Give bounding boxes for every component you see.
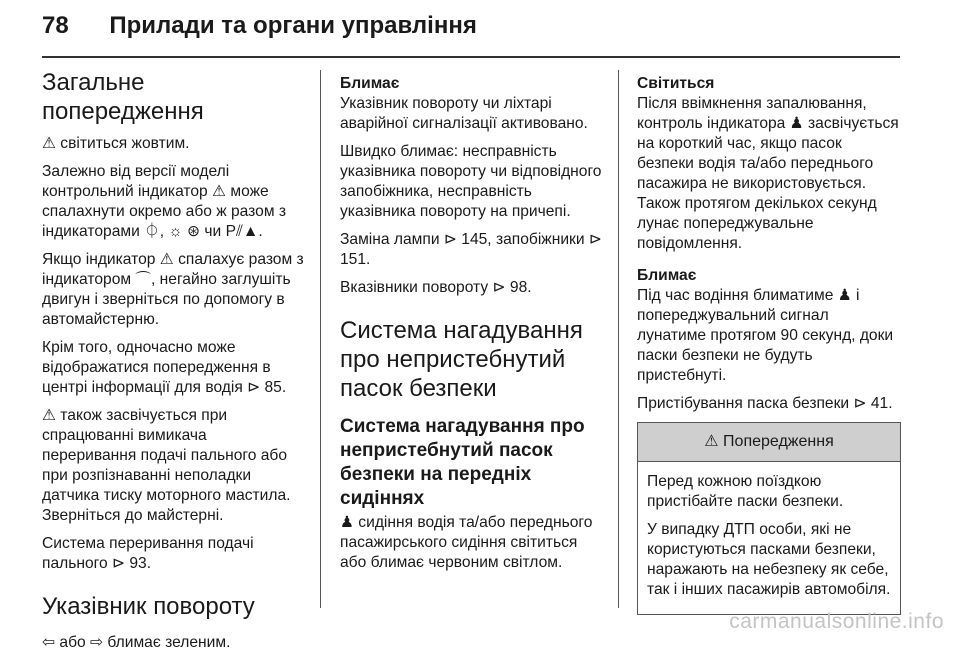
page-header: [42, 12, 477, 40]
column-divider-1: [320, 70, 321, 608]
paragraph: Крім того, одночасно може відображатися попередження в центрі інформації для водія ⊳ 85.: [42, 339, 287, 396]
section-heading-seatbelt-reminder: Система нагадування про непристебнутий пасок безпеки: [340, 317, 583, 402]
warning-box: [637, 422, 901, 615]
paragraph: ⚠ також засвічується при спрацюванні вимикача переривання подачі пального або при розпізнаванні неполадки датчика тиску моторного мастила. Зверніться до майстерні.: [42, 407, 291, 524]
paragraph: Вказівники повороту ⊳ 98.: [340, 279, 532, 296]
paragraph: Система переривання подачі пального ⊳ 93.: [42, 535, 254, 572]
column-divider-2: [618, 70, 619, 608]
paragraph: Указівник повороту чи ліхтарі аварійної сигналізації активовано.: [340, 95, 588, 132]
warning-box-title: ⚠ Попередження: [638, 423, 900, 462]
subheading-front-seats: Система нагадування про непристебнутий пасок безпеки на передніх сидіннях: [340, 416, 585, 509]
paragraph: Залежно від версії моделі контрольний індикатор ⚠ може спалахнути окремо або ж разом з індикаторами ⏀, ☼ ⊛ чи P⫽▲.: [42, 163, 287, 240]
section-heading-turn-signal: Указівник повороту: [42, 593, 255, 620]
paragraph: Якщо індикатор ⚠ спалахує разом з індикатором ⌒, негайно заглушіть двигун і зверніться по допомогу в автомайстерню.: [42, 251, 304, 328]
paragraph: Швидко блимає: несправність указівника повороту чи відповідного запобіжника, несправність указівника повороту на причепі.: [340, 143, 602, 220]
paragraph: Після ввімкнення запалювання, контроль індикатора ♟ засвічується на короткий час, якщо пасок безпеки водія та/або переднього пасажира не використовується. Також протягом декількох секунд лунає попереджувальне повідомлення.: [637, 95, 899, 252]
paragraph: У випадку ДТП особи, які не користуються пасками безпеки, наражають на небезпеку як себе, так і інших пасажирів автомобіля.: [647, 521, 891, 598]
paragraph: Перед кожною поїздкою пристібайте паски безпеки.: [647, 473, 844, 510]
paragraph: ⇦ або ⇨ блимає зеленим.: [42, 634, 231, 651]
keyword-flashing: Блимає: [637, 267, 697, 284]
keyword-lit: Світиться: [637, 75, 715, 92]
paragraph: Під час водіння блиматиме ♟ і попереджувальний сигнал лунатиме протягом 90 секунд, доки паски безпеки не будуть пристебнуті.: [637, 287, 894, 384]
page-number: 78: [42, 12, 69, 39]
column-3: [637, 74, 901, 615]
column-1: [42, 68, 304, 661]
warning-box-body: [638, 462, 900, 614]
section-heading-general-warning: Загальне попередження: [42, 69, 204, 125]
paragraph: Заміна лампи ⊳ 145, запобіжники ⊳ 151.: [340, 231, 602, 268]
page-title: Прилади та органи управління: [109, 12, 477, 39]
header-rule: [42, 56, 900, 58]
watermark: carmanualsonline.info: [729, 610, 944, 633]
column-2: [340, 74, 602, 581]
keyword-flashing: Блимає: [340, 75, 400, 92]
paragraph: ♟ сидіння водія та/або переднього пасажирського сидіння світиться або блимає червоним світлом.: [340, 514, 593, 571]
paragraph: Пристібування паска безпеки ⊳ 41.: [637, 395, 893, 412]
paragraph: ⚠ світиться жовтим.: [42, 135, 190, 152]
